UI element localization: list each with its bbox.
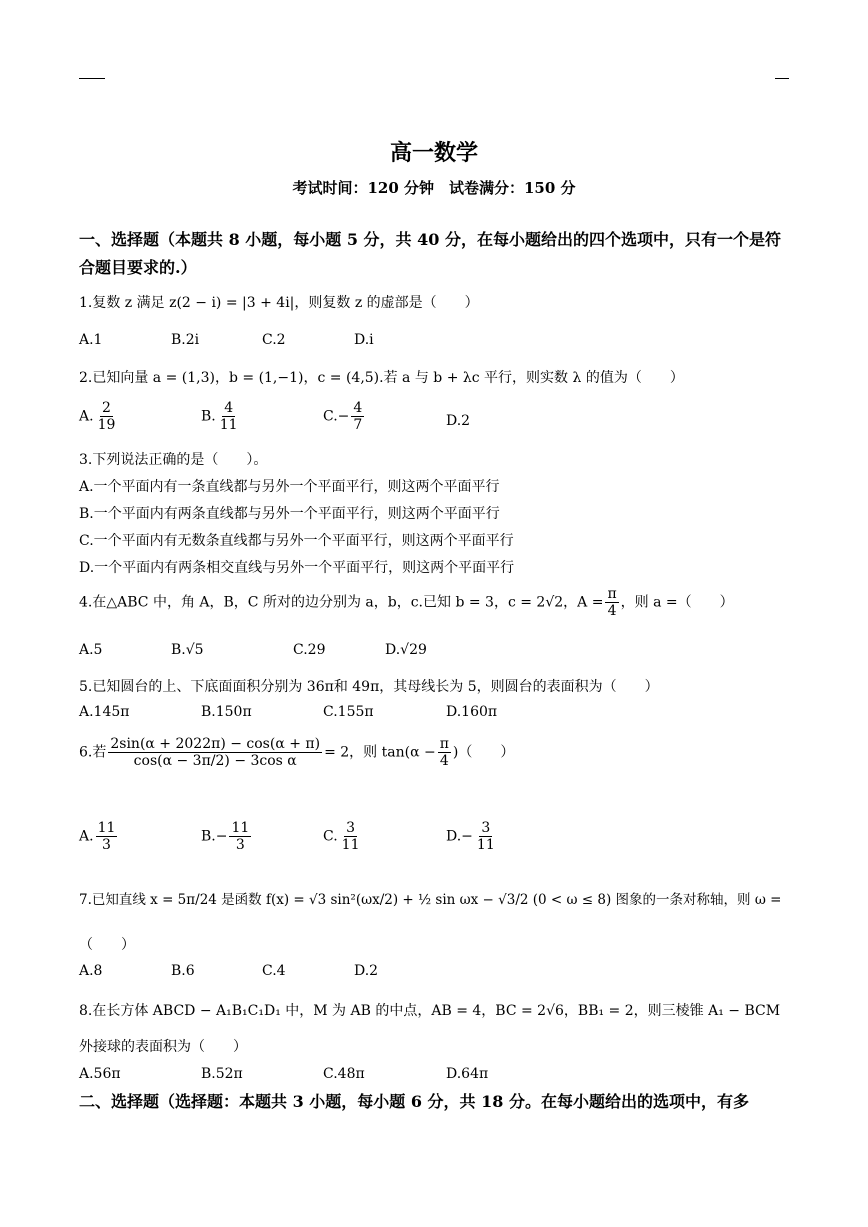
header-rule-right <box>775 78 789 79</box>
q4-option-a: A.5 <box>79 642 103 658</box>
fraction-numerator: π <box>439 736 449 752</box>
fraction-numerator: 2 <box>102 400 111 416</box>
fraction-denominator: 11 <box>219 417 238 434</box>
section-1-heading: 一、选择题（本题共 8 小题，每小题 5 分，共 40 分，在每小题给出的四个选项中，只有一个是符合题目要求的.） <box>79 230 781 277</box>
fraction-denominator: 3 <box>102 837 111 854</box>
fraction-numerator: 4 <box>353 400 363 416</box>
fraction-denominator: cos(α − 3π/2) − 3cos α <box>133 753 297 770</box>
q6-middle: = 2，则 tan(α − <box>324 744 436 761</box>
q6-option-a-fraction <box>96 820 118 853</box>
q7-option-a: A.8 <box>79 963 103 979</box>
q6-option-d <box>446 820 499 853</box>
q6-angle-fraction <box>438 736 451 769</box>
q2-option-c-fraction <box>351 400 364 433</box>
fraction-denominator: 3 <box>235 837 245 854</box>
q2-option-a-fraction <box>96 400 118 433</box>
q7-answer-blank: （ ） <box>79 937 135 953</box>
q4-text-end: ，则 a =（ ） <box>620 594 734 611</box>
q6-option-b-fraction <box>229 820 251 853</box>
fraction-numerator: 3 <box>481 820 491 836</box>
q8-option-b: B.52π <box>201 1066 243 1082</box>
section-2-heading: 二、选择题（选择题：本题共 3 小题，每小题 6 分，共 18 分。在每小题给出的选项中，有多 <box>79 1092 749 1111</box>
q6-option-c-fraction <box>340 820 362 853</box>
q2-option-c-label: C.− <box>323 408 350 425</box>
q6-main-fraction <box>108 736 322 769</box>
q8-option-c: C.48π <box>323 1066 365 1082</box>
fraction-numerator: π <box>607 586 617 602</box>
question-3: 3.下列说法正确的是（ ）。 <box>79 452 268 468</box>
fraction-numerator: 4 <box>224 400 234 416</box>
fraction-numerator: 11 <box>231 820 250 836</box>
q7-option-b: B.6 <box>171 963 195 979</box>
q2-option-a <box>79 400 119 433</box>
question-7: 7.已知直线 x = 5π/24 是函数 f(x) = √3 sin²(ωx/2) + ½ sin ωx − √3/2 (0 < ω ≤ 8) 图象的一条对称轴，则 ω = <box>79 892 782 908</box>
question-1: 1.复数 z 满足 z(2 − i) = |3 + 4i|，则复数 z 的虚部是（ ） <box>79 295 479 311</box>
q6-option-b <box>201 820 253 853</box>
q2-option-a-label: A. <box>79 408 94 425</box>
question-5: 5.已知圆台的上、下底面面积分别为 36π和 49π，其母线长为 5，则圆台的表面积为（ ） <box>79 679 659 695</box>
q4-text-start: 4.在△ABC 中，角 A，B，C 所对的边分别为 a，b，c.已知 b = 3，c = 2√2，A = <box>79 594 604 611</box>
q4-option-d: D.√29 <box>385 642 427 658</box>
q5-option-d: D.160π <box>446 704 498 720</box>
q5-option-b: B.150π <box>201 704 252 720</box>
q1-option-c: C.2 <box>262 332 286 348</box>
fraction-numerator: 2sin(α + 2022π) − cos(α + π) <box>110 736 321 752</box>
q3-option-d: D.一个平面内有两条相交直线与另外一个平面平行，则这两个平面平行 <box>79 560 515 576</box>
question-2: 2.已知向量 a = (1,3)，b = (1,−1)，c = (4,5).若 a 与 b + λc 平行，则实数 λ 的值为（ ） <box>79 370 684 386</box>
q4-option-b: B.√5 <box>171 642 204 658</box>
q2-option-b <box>201 400 242 433</box>
q6-option-a <box>79 820 119 853</box>
q6-option-c <box>323 820 364 853</box>
q1-option-d: D.i <box>354 332 374 348</box>
q4-option-c: C.29 <box>293 642 326 658</box>
fraction-numerator: 11 <box>97 820 116 836</box>
q6-option-a-label: A. <box>79 828 94 845</box>
q5-option-a: A.145π <box>79 704 130 720</box>
question-6 <box>79 736 514 769</box>
q6-suffix: )（ ） <box>452 744 515 761</box>
fraction-denominator: 4 <box>607 603 617 620</box>
q2-option-d: D.2 <box>446 413 471 429</box>
fraction-numerator: 3 <box>346 820 356 836</box>
q7-option-c: C.4 <box>262 963 286 979</box>
q6-prefix: 6.若 <box>79 744 107 761</box>
fraction-denominator: 4 <box>439 753 449 770</box>
q2-option-b-fraction <box>218 400 240 433</box>
q6-option-c-label: C. <box>323 828 338 845</box>
page-title: 高一数学 <box>389 140 478 166</box>
exam-info: 考试时间：120 分钟 试卷满分：150 分 <box>292 179 576 197</box>
fraction-denominator: 7 <box>353 417 363 434</box>
q6-option-b-label: B.− <box>201 828 228 845</box>
q7-option-d: D.2 <box>354 963 379 979</box>
q1-option-b: B.2i <box>171 332 200 348</box>
q2-option-b-label: B. <box>201 408 216 425</box>
q3-option-a: A.一个平面内有一条直线都与另外一个平面平行，则这两个平面平行 <box>79 479 500 495</box>
q8-option-d: D.64π <box>446 1066 489 1082</box>
q4-angle-fraction <box>605 586 618 619</box>
question-4 <box>79 586 734 619</box>
q6-option-d-label: D.− <box>446 828 473 845</box>
question-8: 8.在长方体 ABCD − A₁B₁C₁D₁ 中，M 为 AB 的中点，AB = 4，BC = 2√6，BB₁ = 2，则三棱锥 A₁ − BCM <box>79 1003 781 1019</box>
header-rule-left <box>79 78 105 79</box>
fraction-denominator: 19 <box>97 417 116 434</box>
q2-option-c <box>323 400 366 433</box>
q8-option-a: A.56π <box>79 1066 121 1082</box>
q3-option-b: B.一个平面内有两条直线都与另外一个平面平行，则这两个平面平行 <box>79 506 500 522</box>
q1-option-a: A.1 <box>79 332 103 348</box>
q3-option-c: C.一个平面内有无数条直线都与另外一个平面平行，则这两个平面平行 <box>79 533 514 549</box>
q5-option-c: C.155π <box>323 704 374 720</box>
fraction-denominator: 11 <box>476 837 495 854</box>
question-8-continued: 外接球的表面积为（ ） <box>79 1039 247 1055</box>
q6-option-d-fraction <box>475 820 497 853</box>
fraction-denominator: 11 <box>341 837 360 854</box>
